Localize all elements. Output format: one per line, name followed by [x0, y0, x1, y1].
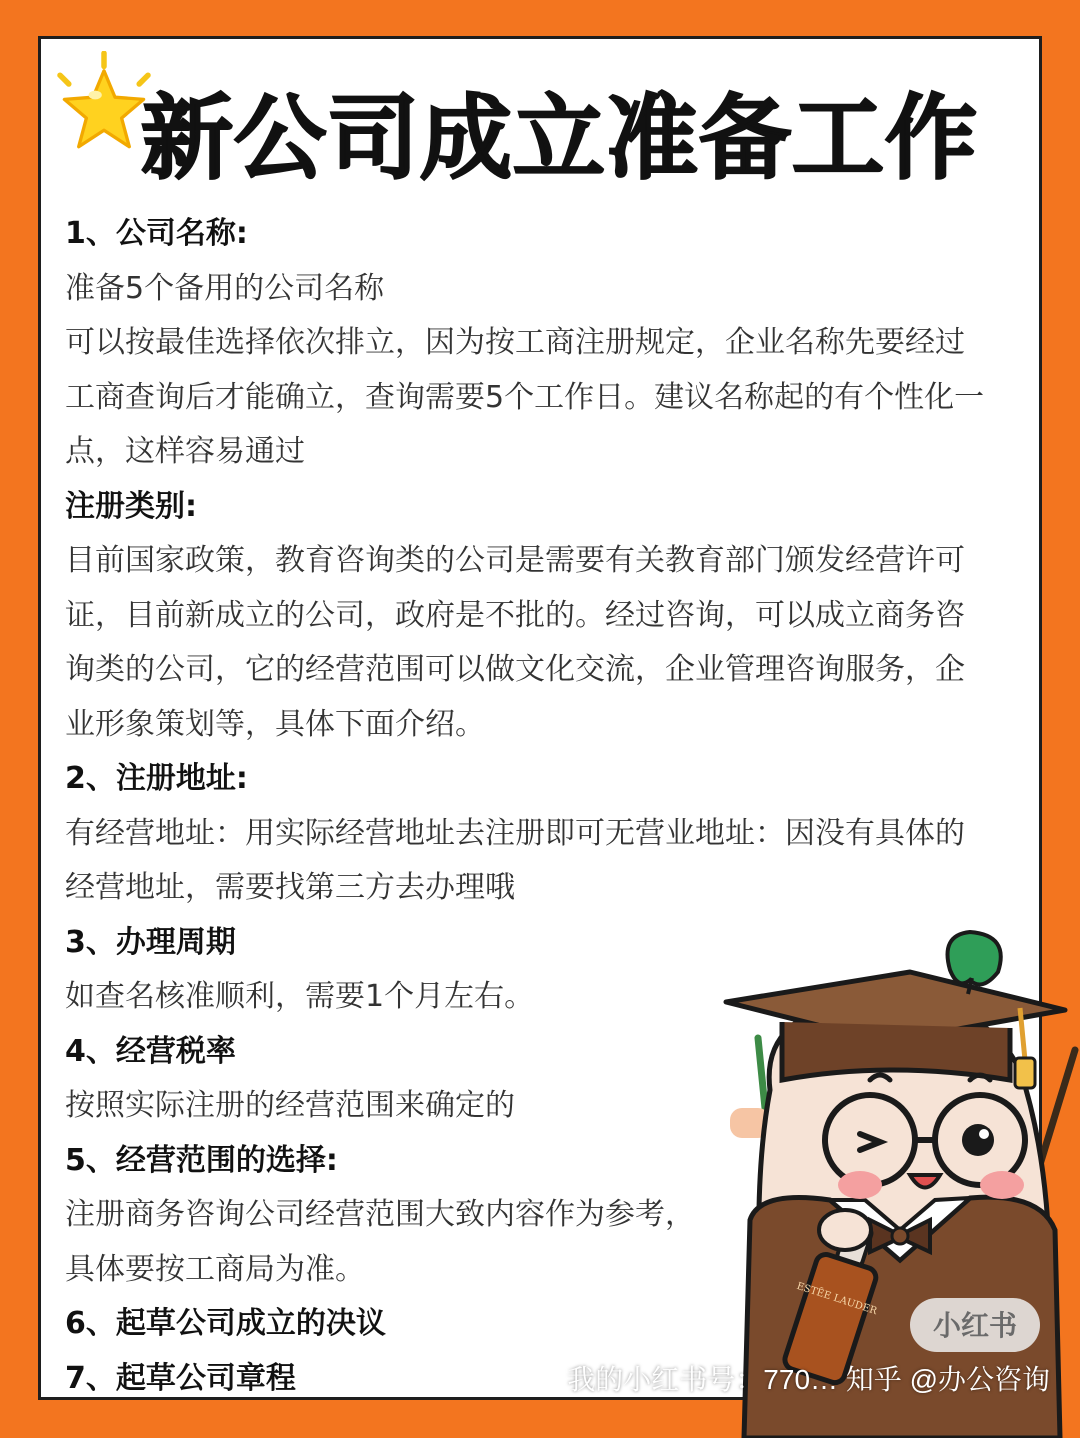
section-company-name: [65, 207, 1025, 480]
paragraph-line: 如查名核准顺利，需要1个月左右。: [65, 979, 535, 1014]
paragraph-line: 工商查询后才能确立，查询需要5个工作日。建议名称起的有个性化一: [65, 379, 985, 415]
paragraph-line: 具体要按工商局为准。: [65, 1251, 365, 1287]
section-heading: 6、起草公司成立的决议: [65, 1306, 386, 1341]
paragraph-line: 注册商务咨询公司经营范围大致内容作为参考，: [65, 1197, 695, 1232]
page-title: 新公司成立准备工作: [141, 85, 979, 192]
paragraph-line: 询类的公司，它的经营范围可以做文化交流，企业管理咨询服务，企: [65, 652, 965, 687]
paragraph-line: 目前国家政策，教育咨询类的公司是需要有关教育部门颁发经营许可: [65, 543, 965, 578]
section-heading: 1、公司名称:: [65, 216, 248, 251]
paragraph-line: 点，这样容易通过: [65, 434, 305, 469]
bottle-label: ESTĒE LAUDER: [795, 1280, 879, 1318]
section-heading: 2、注册地址:: [65, 761, 248, 796]
section-heading: 4、经营税率: [65, 1033, 236, 1069]
paragraph-line: 业形象策划等，具体下面介绍。: [65, 706, 485, 742]
section-registration-type: [65, 480, 1025, 753]
paragraph-line: 准备5个备用的公司名称: [65, 270, 385, 306]
paragraph-line: 经营地址，需要找第三方去办理哦: [65, 870, 515, 905]
paragraph-line: 证，目前新成立的公司，政府是不批的。经过咨询，可以成立商务咨: [65, 597, 965, 633]
paragraph-line: 按照实际注册的经营范围来确定的: [65, 1088, 515, 1123]
section-address: [65, 752, 1025, 916]
section-heading: 7、起草公司章程: [65, 1360, 296, 1396]
section-heading: 注册类别:: [65, 488, 197, 524]
paragraph-line: 有经营地址：用实际经营地址去注册即可无营业地址：因没有具体的: [65, 815, 965, 851]
section-heading: 5、经营范围的选择:: [65, 1142, 338, 1178]
xiaohongshu-badge: 小红书: [932, 1309, 1018, 1342]
paragraph-line: 可以按最佳选择依次排立，因为按工商注册规定，企业名称先要经过: [65, 325, 965, 360]
watermark: 我的小红书号：770… 知乎 @办公咨询: [567, 1364, 1050, 1395]
section-heading: 3、办理周期: [65, 924, 236, 960]
